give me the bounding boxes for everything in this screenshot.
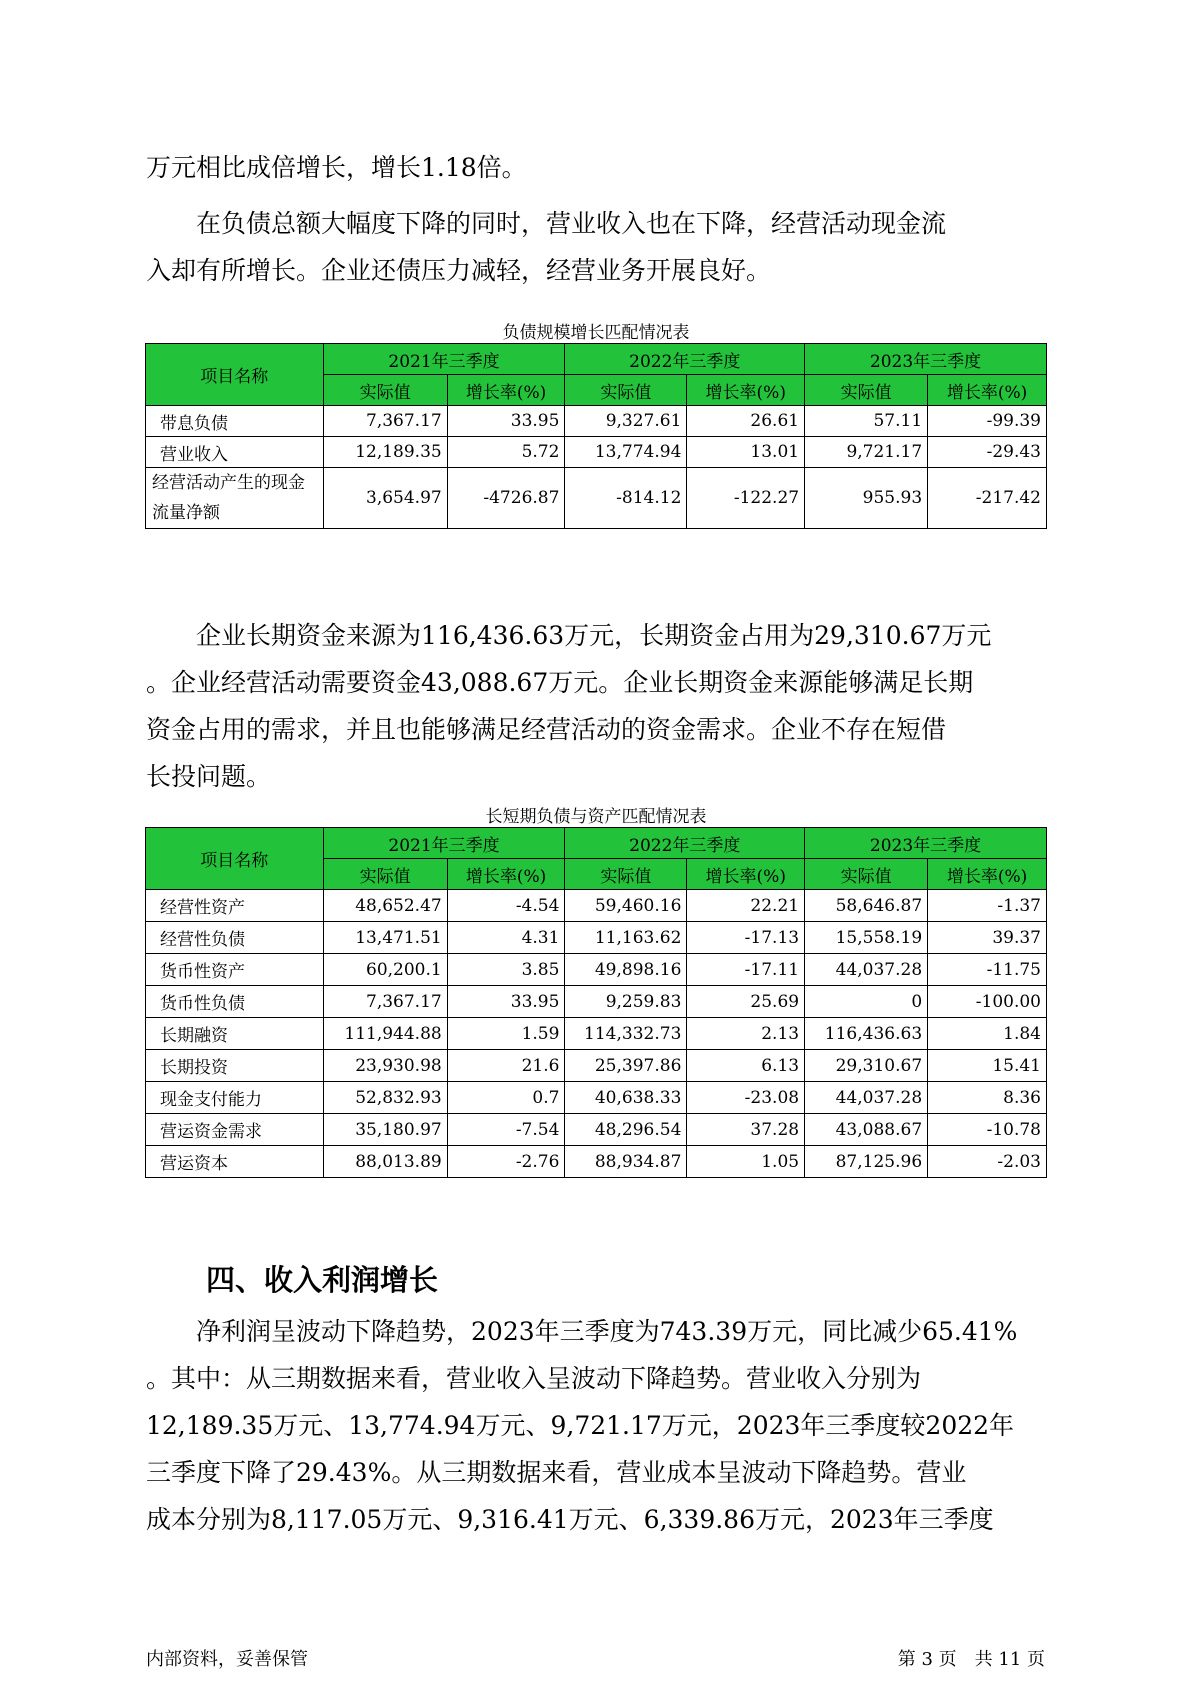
value-2022: 59,460.16 (565, 890, 687, 922)
growth-2023: -1.37 (928, 890, 1047, 922)
value-2021: 23,930.98 (323, 1050, 447, 1082)
row-name: 营业收入 (146, 437, 324, 468)
value-2022: 48,296.54 (565, 1114, 687, 1146)
growth-2023: -11.75 (928, 954, 1047, 986)
value-2022: -814.12 (565, 468, 687, 529)
paragraph-line: 净利润呈波动下降趋势，2023年三季度为743.39万元，同比减少65.41% (146, 1317, 1018, 1346)
header-period-2023: 2023年三季度 (805, 828, 1047, 859)
paragraph-line: 。其中：从三期数据来看，营业收入呈波动下降趋势。营业收入分别为 (146, 1364, 922, 1393)
value-2022: 49,898.16 (565, 954, 687, 986)
paragraph-line: 入却有所增长。企业还债压力减轻，经营业务开展良好。 (146, 256, 772, 285)
value-2022: 9,327.61 (565, 406, 687, 437)
growth-2023: 8.36 (928, 1082, 1047, 1114)
growth-2022: 1.05 (687, 1146, 805, 1178)
row-name: 货币性资产 (146, 954, 324, 986)
value-2021: 7,367.17 (323, 986, 447, 1018)
paragraph-3 (146, 612, 1046, 800)
growth-2021: 1.59 (447, 1018, 565, 1050)
growth-2022: 25.69 (687, 986, 805, 1018)
growth-2023: 1.84 (928, 1018, 1047, 1050)
long-short-term-matching-table (145, 827, 1047, 1178)
value-2021: 35,180.97 (323, 1114, 447, 1146)
growth-2022: -23.08 (687, 1082, 805, 1114)
row-name: 营运资金需求 (146, 1114, 324, 1146)
table-row (146, 437, 1047, 468)
header-actual: 实际值 (565, 375, 687, 406)
table-row (146, 890, 1047, 922)
paragraph-line: 企业长期资金来源为116,436.63万元，长期资金占用为29,310.67万元 (146, 621, 992, 650)
paragraph-line: 万元相比成倍增长，增长1.18倍。 (146, 153, 527, 182)
header-actual: 实际值 (805, 375, 928, 406)
paragraph-line: 资金占用的需求，并且也能够满足经营活动的资金需求。企业不存在短借 (146, 715, 947, 744)
row-name: 现金支付能力 (146, 1082, 324, 1114)
growth-2023: -10.78 (928, 1114, 1047, 1146)
footer-page-number: 第 3 页 共 11 页 (897, 1649, 1045, 1670)
growth-2023: -100.00 (928, 986, 1047, 1018)
value-2022: 25,397.86 (565, 1050, 687, 1082)
paragraph-line: 三季度下降了29.43%。从三期数据来看，营业成本呈波动下降趋势。营业 (146, 1458, 967, 1487)
header-actual: 实际值 (323, 375, 447, 406)
paragraph-line: 在负债总额大幅度下降的同时，营业收入也在下降，经营活动现金流 (146, 209, 947, 238)
header-growth: 增长率(%) (687, 859, 805, 890)
growth-2022: 13.01 (687, 437, 805, 468)
growth-2021: -4726.87 (447, 468, 565, 529)
value-2021: 12,189.35 (323, 437, 447, 468)
growth-2021: -2.76 (447, 1146, 565, 1178)
value-2023: 57.11 (805, 406, 928, 437)
table-row (146, 468, 1047, 529)
value-2021: 52,832.93 (323, 1082, 447, 1114)
header-growth: 增长率(%) (687, 375, 805, 406)
value-2023: 0 (805, 986, 928, 1018)
row-name: 经营性负债 (146, 922, 324, 954)
growth-2023: -99.39 (928, 406, 1047, 437)
growth-2022: -17.13 (687, 922, 805, 954)
growth-2023: -217.42 (928, 468, 1047, 529)
value-2023: 43,088.67 (805, 1114, 928, 1146)
table-row (146, 1018, 1047, 1050)
paragraph-1 (146, 144, 1046, 191)
section-heading: 四、收入利润增长 (206, 1263, 439, 1297)
growth-2021: 21.6 (447, 1050, 565, 1082)
value-2023: 29,310.67 (805, 1050, 928, 1082)
header-item-name: 项目名称 (146, 344, 324, 406)
value-2022: 40,638.33 (565, 1082, 687, 1114)
growth-2022: 37.28 (687, 1114, 805, 1146)
paragraph-line: 12,189.35万元、13,774.94万元、9,721.17万元，2023年三季度较2022年 (146, 1411, 1015, 1440)
growth-2021: 5.72 (447, 437, 565, 468)
table-2-caption: 长短期负债与资产匹配情况表 (485, 807, 707, 827)
header-actual: 实际值 (323, 859, 447, 890)
growth-2021: -7.54 (447, 1114, 565, 1146)
growth-2021: 33.95 (447, 406, 565, 437)
paragraph-4 (146, 1308, 1046, 1543)
header-growth: 增长率(%) (447, 859, 565, 890)
value-2022: 114,332.73 (565, 1018, 687, 1050)
value-2023: 44,037.28 (805, 954, 928, 986)
growth-2023: 39.37 (928, 922, 1047, 954)
row-name: 经营性资产 (146, 890, 324, 922)
row-name: 货币性负债 (146, 986, 324, 1018)
growth-2021: 0.7 (447, 1082, 565, 1114)
table-row (146, 1114, 1047, 1146)
growth-2022: 2.13 (687, 1018, 805, 1050)
growth-2023: 15.41 (928, 1050, 1047, 1082)
growth-2021: 3.85 (447, 954, 565, 986)
value-2023: 44,037.28 (805, 1082, 928, 1114)
header-growth: 增长率(%) (447, 375, 565, 406)
row-name: 长期投资 (146, 1050, 324, 1082)
header-period-2021: 2021年三季度 (323, 344, 565, 375)
value-2023: 15,558.19 (805, 922, 928, 954)
value-2021: 88,013.89 (323, 1146, 447, 1178)
value-2023: 9,721.17 (805, 437, 928, 468)
growth-2022: -122.27 (687, 468, 805, 529)
header-period-2021: 2021年三季度 (323, 828, 565, 859)
growth-2022: 26.61 (687, 406, 805, 437)
table-row (146, 1146, 1047, 1178)
paragraph-line: 长投问题。 (146, 762, 272, 791)
debt-scale-table (145, 343, 1047, 529)
table-1-caption: 负债规模增长匹配情况表 (502, 323, 690, 343)
value-2022: 88,934.87 (565, 1146, 687, 1178)
table-row (146, 1082, 1047, 1114)
paragraph-line: 。企业经营活动需要资金43,088.67万元。企业长期资金来源能够满足长期 (146, 668, 974, 697)
value-2023: 116,436.63 (805, 1018, 928, 1050)
row-name: 营运资本 (146, 1146, 324, 1178)
table-row (146, 986, 1047, 1018)
value-2021: 13,471.51 (323, 922, 447, 954)
footer-confidential-note: 内部资料，妥善保管 (146, 1649, 308, 1670)
value-2023: 955.93 (805, 468, 928, 529)
paragraph-line: 成本分别为8,117.05万元、9,316.41万元、6,339.86万元，2023年三季度 (146, 1505, 994, 1534)
paragraph-2 (146, 200, 1046, 294)
growth-2022: 22.21 (687, 890, 805, 922)
value-2022: 13,774.94 (565, 437, 687, 468)
header-period-2022: 2022年三季度 (565, 344, 805, 375)
table-row (146, 406, 1047, 437)
header-actual: 实际值 (805, 859, 928, 890)
value-2023: 58,646.87 (805, 890, 928, 922)
value-2021: 60,200.1 (323, 954, 447, 986)
header-actual: 实际值 (565, 859, 687, 890)
growth-2023: -29.43 (928, 437, 1047, 468)
growth-2021: 4.31 (447, 922, 565, 954)
row-name: 长期融资 (146, 1018, 324, 1050)
table-row (146, 922, 1047, 954)
value-2022: 11,163.62 (565, 922, 687, 954)
growth-2022: 6.13 (687, 1050, 805, 1082)
growth-2022: -17.11 (687, 954, 805, 986)
table-row (146, 1050, 1047, 1082)
value-2022: 9,259.83 (565, 986, 687, 1018)
row-name: 带息负债 (146, 406, 324, 437)
growth-2023: -2.03 (928, 1146, 1047, 1178)
value-2023: 87,125.96 (805, 1146, 928, 1178)
growth-2021: -4.54 (447, 890, 565, 922)
header-growth: 增长率(%) (928, 375, 1047, 406)
header-item-name: 项目名称 (146, 828, 324, 890)
header-period-2022: 2022年三季度 (565, 828, 805, 859)
header-growth: 增长率(%) (928, 859, 1047, 890)
value-2021: 48,652.47 (323, 890, 447, 922)
header-period-2023: 2023年三季度 (805, 344, 1047, 375)
value-2021: 3,654.97 (323, 468, 447, 529)
value-2021: 7,367.17 (323, 406, 447, 437)
value-2021: 111,944.88 (323, 1018, 447, 1050)
row-name: 经营活动产生的现金流量净额 (146, 468, 324, 529)
growth-2021: 33.95 (447, 986, 565, 1018)
table-row (146, 954, 1047, 986)
